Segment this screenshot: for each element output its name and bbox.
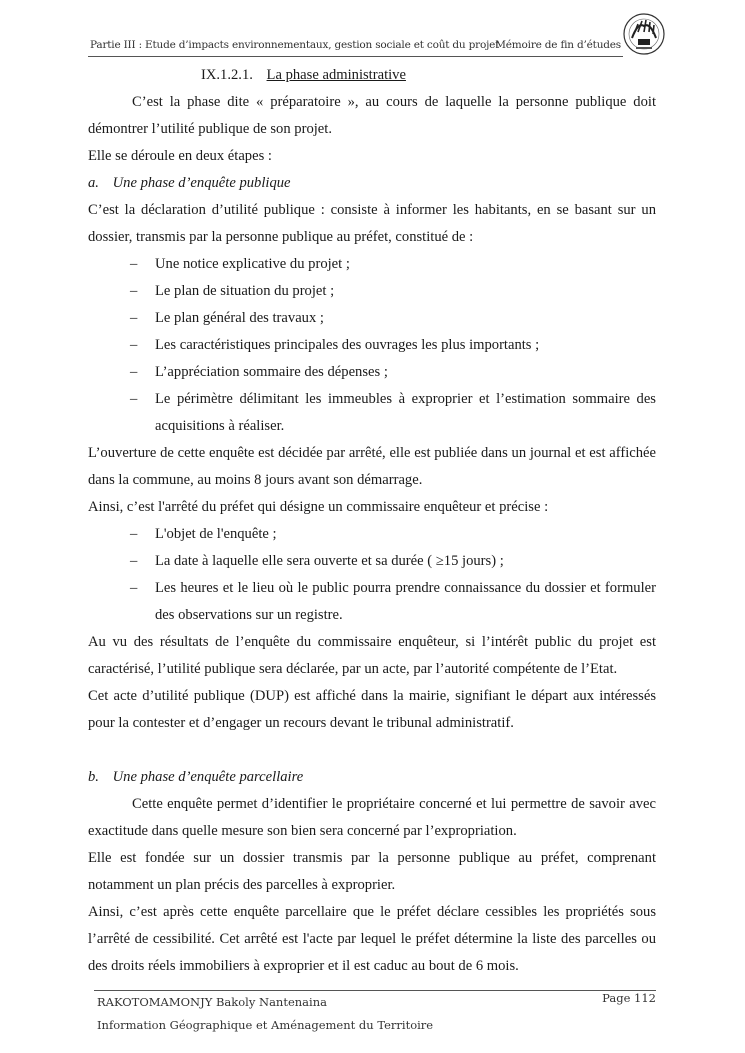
subheading-a	[88, 170, 656, 197]
intro-steps-paragraph: Elle se déroule en deux étapes :	[88, 148, 272, 164]
list-item: – Le plan de situation du projet ;	[88, 278, 656, 305]
opening-paragraph: L’ouverture de cette enquête est décidée par arrêté, elle est publiée dans un journal et est affichée dans la commune, au moins 8 jours avant son démarrage.	[88, 445, 656, 488]
arrete-paragraph: Ainsi, c’est l'arrêté du préfet qui désigne un commissaire enquêteur et précise :	[88, 499, 549, 515]
section-title: La phase administrative	[266, 67, 406, 83]
result-paragraph: Au vu des résultats de l’enquête du commissaire enquêteur, si l’intérêt public du projet est caractérisé, l’utilité publique sera déclarée, par un acte, par l’autorité compétente de l’Etat.	[88, 634, 656, 677]
footer-department: Information Géographique et Aménagement du Territoire	[97, 1018, 434, 1032]
dossier-list	[88, 251, 656, 440]
header-document-type: Mémoire de fin d’études	[495, 39, 621, 51]
parcel-paragraph-3: Ainsi, c’est après cette enquête parcellaire que le préfet déclare cessibles les propriétés sous l’arrêté de cessibilité. Cet arrêté est l'acte par lequel le préfet détermine la liste des parcelles ou des droits réels immobiliers à exproprier et il est caduc au bout de 6 mois.	[88, 904, 656, 974]
school-emblem-icon	[622, 12, 666, 56]
subheading-a-title: Une phase d’enquête publique	[112, 175, 291, 191]
list-item: – Une notice explicative du projet ;	[88, 251, 656, 278]
spacer	[88, 737, 656, 764]
list-item: – La date à laquelle elle sera ouverte et sa durée ( ≥15 jours) ;	[88, 548, 656, 575]
parcel-paragraph-1: Cette enquête permet d’identifier le propriétaire concerné et lui permettre de savoir avec exactitude dans quelle mesure son bien sera concerné par l’expropriation.	[88, 796, 656, 839]
footer-author: RAKOTOMAMONJY Bakoly Nantenaina	[97, 995, 327, 1009]
header-part-title: Partie III : Etude d’impacts environnementaux, gestion sociale et coût du projet	[90, 39, 500, 51]
list-item: – L'objet de l'enquête ;	[88, 521, 656, 548]
dup-paragraph: Cet acte d’utilité publique (DUP) est affiché dans la mairie, signifiant le départ aux intéressés pour la contester et d’engager un recours devant le tribunal administratif.	[88, 688, 656, 731]
subheading-a-letter: a.	[88, 175, 99, 191]
section-number: IX.1.2.1.	[201, 67, 253, 83]
list-item: – L’appréciation sommaire des dépenses ;	[88, 359, 656, 386]
footer-rule	[94, 990, 656, 991]
page-body	[88, 62, 656, 980]
list-item: – Les heures et le lieu où le public pourra prendre connaissance du dossier et formuler des observations sur un registre.	[88, 575, 656, 629]
subheading-b-letter: b.	[88, 769, 99, 785]
page-header	[88, 34, 623, 57]
arrete-list	[88, 521, 656, 629]
list-item: – Le périmètre délimitant les immeubles à exproprier et l’estimation sommaire des acquisitions à réaliser.	[88, 386, 656, 440]
footer-page-number: Page 112	[602, 991, 656, 1005]
intro-paragraph: C’est la phase dite « préparatoire », au cours de laquelle la personne publique doit démontrer l’utilité publique de son projet.	[88, 94, 656, 137]
parcel-paragraph-2: Elle est fondée sur un dossier transmis par la personne publique au préfet, comprenant notamment un plan précis des parcelles à exproprier.	[88, 850, 656, 893]
subheading-b-title: Une phase d’enquête parcellaire	[112, 769, 304, 785]
section-heading	[88, 62, 656, 89]
subheading-b	[88, 764, 656, 791]
list-item: – Le plan général des travaux ;	[88, 305, 656, 332]
list-item: – Les caractéristiques principales des ouvrages les plus importants ;	[88, 332, 656, 359]
phase-a-lead: C’est la déclaration d’utilité publique : consiste à informer les habitants, en se basant sur un dossier, transmis par la personne publique au préfet, constitué de :	[88, 202, 656, 245]
